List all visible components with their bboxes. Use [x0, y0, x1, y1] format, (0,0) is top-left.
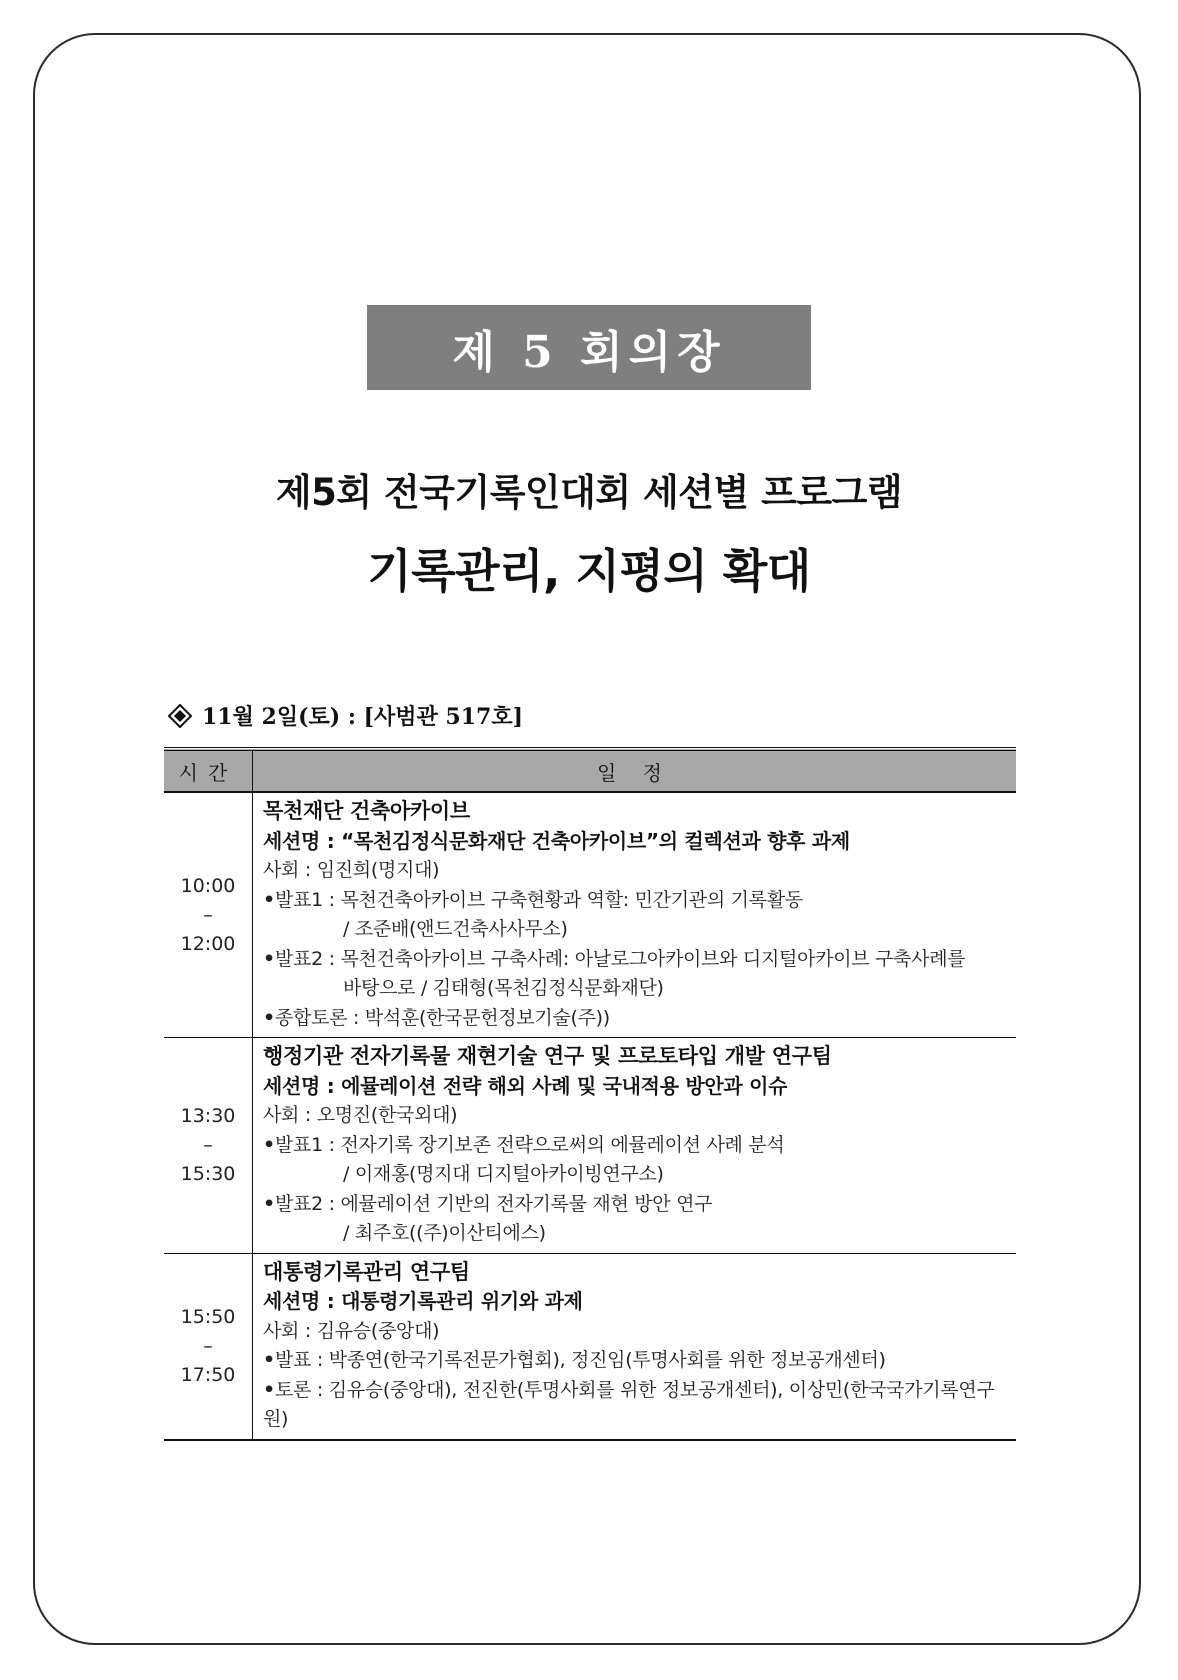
date-line — [168, 700, 523, 731]
item-text: 발표2 : 에뮬레이션 기반의 전자기록물 재현 방안 연구 — [275, 1192, 713, 1215]
schedule-table — [164, 747, 1016, 1441]
list-item — [263, 945, 1008, 975]
time-start: 13:30 — [180, 1104, 236, 1127]
list-item — [263, 886, 1008, 916]
detail-cell — [253, 1253, 1017, 1440]
detail-cell — [253, 1038, 1017, 1254]
bullet-icon: • — [263, 888, 275, 911]
time-separator: – — [203, 1334, 213, 1357]
session-row — [164, 792, 1016, 1038]
moderator: 사회 : 임진희(명지대) — [263, 859, 440, 881]
table-header-row — [164, 749, 1016, 792]
bullet-icon: • — [263, 947, 275, 970]
date-text: 11월 2일(토) : [사범관 517호] — [202, 704, 524, 730]
hall-banner: 제 5 회의장 — [367, 305, 811, 390]
session-title: 대통령기록관리 연구팀 — [263, 1259, 470, 1284]
program-subtitle: 기록관리, 지평의 확대 — [367, 544, 811, 598]
session-row — [164, 1253, 1016, 1440]
time-cell — [164, 1038, 253, 1254]
time-end: 17:50 — [180, 1363, 236, 1386]
bullet-icon: • — [263, 1006, 275, 1029]
bullet-icon: • — [263, 1133, 275, 1156]
session-name: 세션명 : 에뮬레이션 전략 해외 사례 및 국내적용 방안과 이슈 — [263, 1073, 788, 1098]
session-title: 행정기관 전자기록물 재현기술 연구 및 프로토타입 개발 연구팀 — [263, 1044, 832, 1068]
item-text: 발표1 : 목천건축아카이브 구축현황과 역할: 민간기관의 기록활동 — [275, 888, 803, 911]
moderator: 사회 : 오명진(한국외대) — [263, 1104, 458, 1126]
header-time: 시간 — [164, 749, 253, 792]
time-cell — [164, 1253, 253, 1440]
list-item — [263, 1004, 1008, 1034]
time-separator: – — [203, 903, 213, 926]
item-continuation: / 최주호((주)이산티에스) — [343, 1222, 546, 1244]
bullet-icon: • — [263, 1378, 275, 1401]
detail-cell — [253, 792, 1017, 1038]
program-title: 제5회 전국기록인대회 세션별 프로그램 — [275, 471, 903, 514]
session-name: 세션명 : 대통령기록관리 위기와 과제 — [263, 1289, 583, 1313]
session-name: 세션명 : “목천김정식문화재단 건축아카이브”의 컬렉션과 향후 과제 — [263, 828, 850, 853]
bullet-icon: • — [263, 1349, 275, 1371]
session-row — [164, 1038, 1016, 1254]
item-text: 토론 : 김유승(중앙대), 전진한(투명사회를 위한 정보공개센터), 이상민(한국국가기록연구원) — [263, 1378, 995, 1430]
item-continuation: / 이재홍(명지대 디지털아카이빙연구소) — [343, 1163, 664, 1185]
time-start: 15:50 — [180, 1305, 236, 1328]
bullet-icon: • — [263, 1192, 275, 1215]
time-end: 12:00 — [180, 932, 236, 955]
item-continuation: / 조준배(앤드건축사사무소) — [343, 918, 568, 940]
time-end: 15:30 — [180, 1162, 236, 1185]
item-text: 발표2 : 목천건축아카이브 구축사례: 아날로그아카이브와 디지털아카이브 구축사례를 — [275, 947, 966, 970]
time-separator: – — [203, 1133, 213, 1156]
item-text: 발표 : 박종연(한국기록전문가협회), 정진임(투명사회를 위한 정보공개센터) — [275, 1349, 886, 1371]
item-continuation: 바탕으로 / 김태형(목천김정식문화재단) — [343, 977, 664, 999]
moderator: 사회 : 김유승(중앙대) — [263, 1319, 440, 1342]
header-schedule: 일 정 — [253, 749, 1017, 792]
list-item — [263, 1190, 1008, 1220]
session-title: 목천재단 건축아카이브 — [263, 799, 470, 823]
diamond-bullet-icon — [168, 704, 192, 728]
item-text: 발표1 : 전자기록 장기보존 전략으로써의 에뮬레이션 사례 분석 — [275, 1133, 785, 1156]
list-item — [263, 1131, 1008, 1161]
time-cell — [164, 792, 253, 1038]
item-text: 종합토론 : 박석훈(한국문헌정보기술(주)) — [275, 1006, 610, 1029]
list-item — [263, 1376, 1008, 1435]
time-start: 10:00 — [180, 874, 236, 897]
list-item — [263, 1346, 1008, 1376]
